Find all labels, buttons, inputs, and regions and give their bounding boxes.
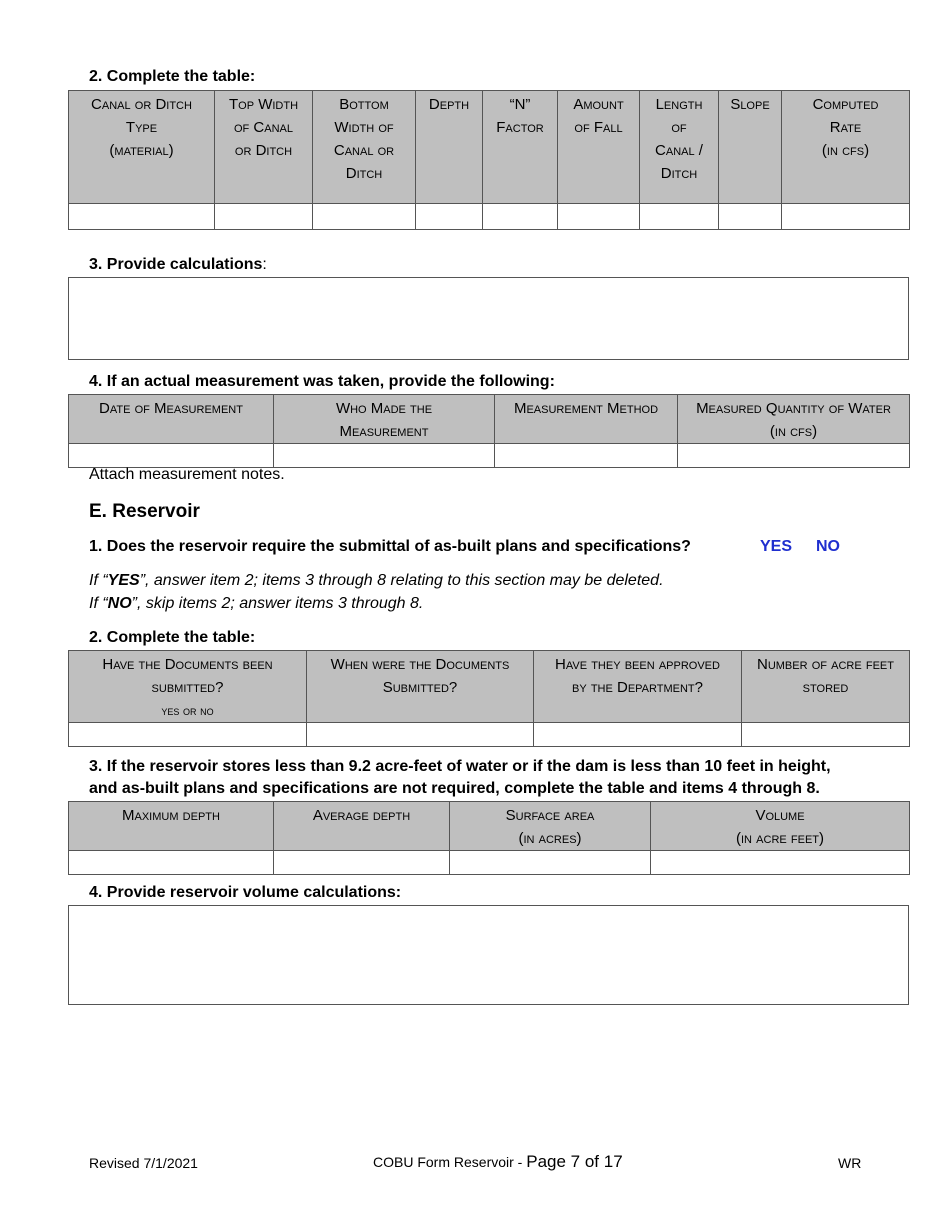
who-made-measurement-cell[interactable] (274, 444, 495, 468)
section-e-title: E. Reservoir (89, 501, 200, 522)
amount-of-fall-cell[interactable] (558, 204, 640, 230)
revised-date: Revised 7/1/2021 (89, 1155, 198, 1171)
approved-cell[interactable] (534, 723, 742, 747)
header-date-of-measurement: Date of Measurement (69, 395, 274, 444)
acre-feet-stored-cell[interactable] (742, 723, 910, 747)
measurement-table-title: 4. If an actual measurement was taken, provide the following: (89, 373, 555, 390)
surface-area-cell[interactable] (450, 851, 651, 875)
canal-type-cell[interactable] (69, 204, 215, 230)
measurement-method-cell[interactable] (495, 444, 678, 468)
header-approved: Have they been approved by the Department? (534, 651, 742, 723)
header-maximum-depth: Maximum depth (69, 802, 274, 851)
header-acre-feet-stored: Number of acre feet stored (742, 651, 910, 723)
header-measured-quantity: Measured Quantity of Water (in cfs) (678, 395, 910, 444)
header-volume: Volume (in acre feet) (651, 802, 910, 851)
header-amount-of-fall: Amount of Fall (558, 91, 640, 204)
footer-form-name: COBU Form Reservoir - Page 7 of 17 (373, 1152, 623, 1171)
header-average-depth: Average depth (274, 802, 450, 851)
page-number: Page 7 of 17 (526, 1152, 623, 1171)
small-reservoir-question-line2: and as-built plans and specifications are not required, complete the table and items 4 through 8. (89, 780, 820, 797)
header-canal-type: Canal or Ditch Type (material) (69, 91, 215, 204)
bottom-width-cell[interactable] (313, 204, 416, 230)
yes-option[interactable]: YES (760, 538, 793, 555)
maximum-depth-cell[interactable] (69, 851, 274, 875)
documents-submitted-cell[interactable] (69, 723, 307, 747)
footer-code: WR (838, 1155, 862, 1171)
measurement-table (68, 394, 910, 468)
no-option[interactable]: NO (816, 538, 840, 555)
average-depth-cell[interactable] (274, 851, 450, 875)
measurement-note: Attach measurement notes. (89, 466, 285, 483)
measured-quantity-cell[interactable] (678, 444, 910, 468)
header-slope: Slope (719, 91, 782, 204)
documents-table-title: 2. Complete the table: (89, 629, 256, 646)
canal-table-title: 2. Complete the table: (89, 68, 256, 85)
header-computed-rate: Computed Rate (in cfs) (782, 91, 910, 204)
calculations-box[interactable] (68, 277, 909, 360)
volume-calculations-box[interactable] (68, 905, 909, 1005)
volume-cell[interactable] (651, 851, 910, 875)
header-measurement-method: Measurement Method (495, 395, 678, 444)
depth-cell[interactable] (416, 204, 483, 230)
calculations-title: 3. Provide calculations: (89, 256, 267, 273)
n-factor-cell[interactable] (483, 204, 558, 230)
header-length: Length of Canal / Ditch (640, 91, 719, 204)
length-cell[interactable] (640, 204, 719, 230)
header-depth: Depth (416, 91, 483, 204)
computed-rate-cell[interactable] (782, 204, 910, 230)
small-reservoir-question-line1: 3. If the reservoir stores less than 9.2 acre-feet of water or if the dam is less than 10 feet in height, (89, 758, 831, 775)
header-documents-submitted: Have the Documents been submitted? yes or no (69, 651, 307, 723)
date-of-measurement-cell[interactable] (69, 444, 274, 468)
header-top-width: Top Width of Canal or Ditch (215, 91, 313, 204)
slope-cell[interactable] (719, 204, 782, 230)
canal-table (68, 90, 910, 230)
header-bottom-width: Bottom Width of Canal or Ditch (313, 91, 416, 204)
instruction-yes: If “YES”, answer item 2; items 3 through 8 relating to this section may be deleted. (89, 572, 664, 589)
top-width-cell[interactable] (215, 204, 313, 230)
reservoir-dimensions-table (68, 801, 910, 875)
header-when-submitted: When were the Documents Submitted? (307, 651, 534, 723)
documents-table (68, 650, 910, 747)
header-n-factor: “N” Factor (483, 91, 558, 204)
as-built-question: 1. Does the reservoir require the submittal of as-built plans and specifications? (89, 538, 691, 555)
header-surface-area: Surface area (in acres) (450, 802, 651, 851)
volume-calculations-title: 4. Provide reservoir volume calculations: (89, 884, 402, 901)
when-submitted-cell[interactable] (307, 723, 534, 747)
header-who-made-measurement: Who Made the Measurement (274, 395, 495, 444)
instruction-no: If “NO”, skip items 2; answer items 3 through 8. (89, 595, 424, 612)
